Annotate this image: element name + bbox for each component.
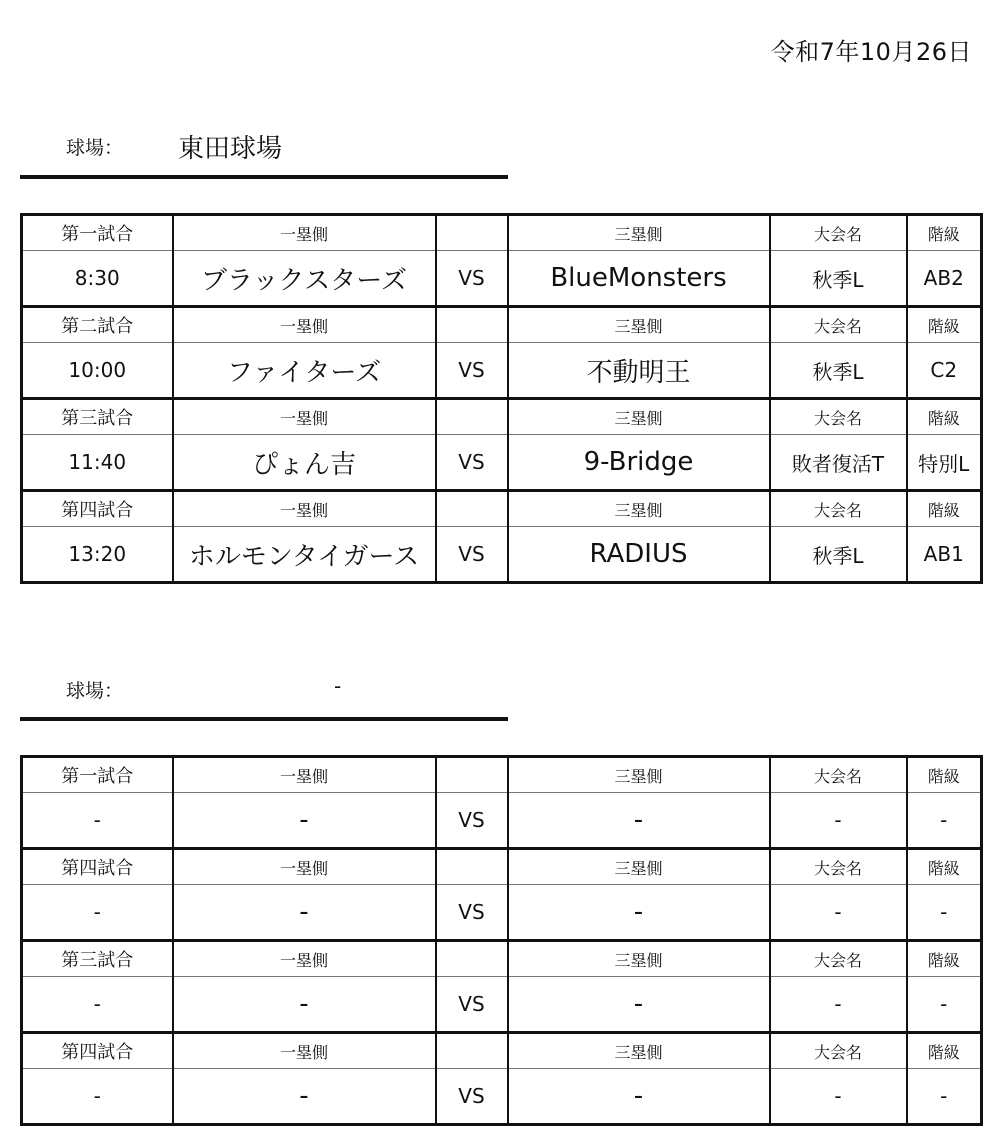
game-time: - xyxy=(22,793,173,849)
game-time: 8:30 xyxy=(22,251,173,307)
grade-header: 階級 xyxy=(907,941,982,977)
vs-header xyxy=(436,307,508,343)
third-base-team: 不動明王 xyxy=(508,343,770,399)
tournament-name: 敗者復活T xyxy=(770,435,907,491)
tournament-header: 大会名 xyxy=(770,399,907,435)
vs-label: VS xyxy=(436,435,508,491)
game-number: 第四試合 xyxy=(22,849,173,885)
tournament-header: 大会名 xyxy=(770,849,907,885)
game-match-row xyxy=(22,1069,982,1125)
third-base-side-header: 三塁側 xyxy=(508,215,770,251)
third-base-side-header: 三塁側 xyxy=(508,1033,770,1069)
vs-header xyxy=(436,941,508,977)
first-base-side-header: 一塁側 xyxy=(173,849,436,885)
tournament-name: - xyxy=(770,977,907,1033)
vs-label: VS xyxy=(436,251,508,307)
game-number: 第二試合 xyxy=(22,307,173,343)
game-time: - xyxy=(22,977,173,1033)
vs-header xyxy=(436,215,508,251)
first-base-side-header: 一塁側 xyxy=(173,215,436,251)
tournament-name: - xyxy=(770,885,907,941)
game-number: 第四試合 xyxy=(22,491,173,527)
tournament-name: 秋季L xyxy=(770,343,907,399)
first-base-team: - xyxy=(173,793,436,849)
third-base-side-header: 三塁側 xyxy=(508,491,770,527)
first-base-team: - xyxy=(173,885,436,941)
game-header-row xyxy=(22,757,982,793)
game-match-row xyxy=(22,793,982,849)
grade-header: 階級 xyxy=(907,849,982,885)
tournament-header: 大会名 xyxy=(770,491,907,527)
first-base-side-header: 一塁側 xyxy=(173,757,436,793)
first-base-team: ぴょん吉 xyxy=(173,435,436,491)
tournament-name: 秋季L xyxy=(770,527,907,583)
venue-name: - xyxy=(334,674,342,698)
vs-header xyxy=(436,491,508,527)
third-base-side-header: 三塁側 xyxy=(508,757,770,793)
vs-label: VS xyxy=(436,527,508,583)
game-number: 第四試合 xyxy=(22,1033,173,1069)
vs-label: VS xyxy=(436,343,508,399)
grade-value: - xyxy=(907,793,982,849)
venue-name: 東田球場 xyxy=(178,134,283,164)
game-match-row xyxy=(22,885,982,941)
third-base-team: - xyxy=(508,1069,770,1125)
game-match-row xyxy=(22,343,982,399)
vs-label: VS xyxy=(436,977,508,1033)
game-header-row xyxy=(22,849,982,885)
grade-value: 特別L xyxy=(907,435,982,491)
grade-header: 階級 xyxy=(907,757,982,793)
third-base-side-header: 三塁側 xyxy=(508,941,770,977)
first-base-side-header: 一塁側 xyxy=(173,491,436,527)
game-time: 10:00 xyxy=(22,343,173,399)
tournament-header: 大会名 xyxy=(770,307,907,343)
tournament-name: - xyxy=(770,1069,907,1125)
first-base-side-header: 一塁側 xyxy=(173,307,436,343)
vs-header xyxy=(436,399,508,435)
tournament-header: 大会名 xyxy=(770,941,907,977)
grade-header: 階級 xyxy=(907,1033,982,1069)
first-base-team: - xyxy=(173,977,436,1033)
game-header-row xyxy=(22,215,982,251)
game-time: 13:20 xyxy=(22,527,173,583)
document-date: 令和7年10月26日 xyxy=(770,38,972,66)
vs-label: VS xyxy=(436,793,508,849)
game-header-row xyxy=(22,491,982,527)
tournament-header: 大会名 xyxy=(770,1033,907,1069)
game-number: 第一試合 xyxy=(22,757,173,793)
venue-label: 球場： xyxy=(66,680,124,702)
third-base-team: - xyxy=(508,977,770,1033)
grade-value: AB2 xyxy=(907,251,982,307)
third-base-side-header: 三塁側 xyxy=(508,399,770,435)
game-time: - xyxy=(22,1069,173,1125)
game-header-row xyxy=(22,399,982,435)
game-number: 第三試合 xyxy=(22,399,173,435)
first-base-team: ブラックスターズ xyxy=(173,251,436,307)
first-base-side-header: 一塁側 xyxy=(173,941,436,977)
grade-header: 階級 xyxy=(907,491,982,527)
vs-label: VS xyxy=(436,885,508,941)
schedule-table xyxy=(20,213,983,584)
first-base-team: ホルモンタイガース xyxy=(173,527,436,583)
vs-header xyxy=(436,849,508,885)
first-base-side-header: 一塁側 xyxy=(173,1033,436,1069)
first-base-team: - xyxy=(173,1069,436,1125)
tournament-header: 大会名 xyxy=(770,215,907,251)
game-header-row xyxy=(22,307,982,343)
vs-header xyxy=(436,1033,508,1069)
grade-value: AB1 xyxy=(907,527,982,583)
third-base-team: BlueMonsters xyxy=(508,251,770,307)
game-time: 11:40 xyxy=(22,435,173,491)
grade-value: C2 xyxy=(907,343,982,399)
tournament-name: 秋季L xyxy=(770,251,907,307)
game-match-row xyxy=(22,977,982,1033)
third-base-side-header: 三塁側 xyxy=(508,849,770,885)
venue-underline xyxy=(20,717,508,721)
grade-header: 階級 xyxy=(907,399,982,435)
grade-header: 階級 xyxy=(907,307,982,343)
game-time: - xyxy=(22,885,173,941)
game-match-row xyxy=(22,251,982,307)
grade-value: - xyxy=(907,885,982,941)
first-base-side-header: 一塁側 xyxy=(173,399,436,435)
venue-underline xyxy=(20,175,508,179)
grade-value: - xyxy=(907,1069,982,1125)
third-base-side-header: 三塁側 xyxy=(508,307,770,343)
game-number: 第三試合 xyxy=(22,941,173,977)
tournament-header: 大会名 xyxy=(770,757,907,793)
game-match-row xyxy=(22,435,982,491)
vs-header xyxy=(436,757,508,793)
third-base-team: - xyxy=(508,793,770,849)
vs-label: VS xyxy=(436,1069,508,1125)
game-header-row xyxy=(22,1033,982,1069)
schedule-table xyxy=(20,755,983,1126)
grade-header: 階級 xyxy=(907,215,982,251)
third-base-team: 9-Bridge xyxy=(508,435,770,491)
first-base-team: ファイターズ xyxy=(173,343,436,399)
game-number: 第一試合 xyxy=(22,215,173,251)
third-base-team: - xyxy=(508,885,770,941)
game-header-row xyxy=(22,941,982,977)
third-base-team: RADIUS xyxy=(508,527,770,583)
venue-label: 球場： xyxy=(66,137,124,159)
game-match-row xyxy=(22,527,982,583)
grade-value: - xyxy=(907,977,982,1033)
tournament-name: - xyxy=(770,793,907,849)
